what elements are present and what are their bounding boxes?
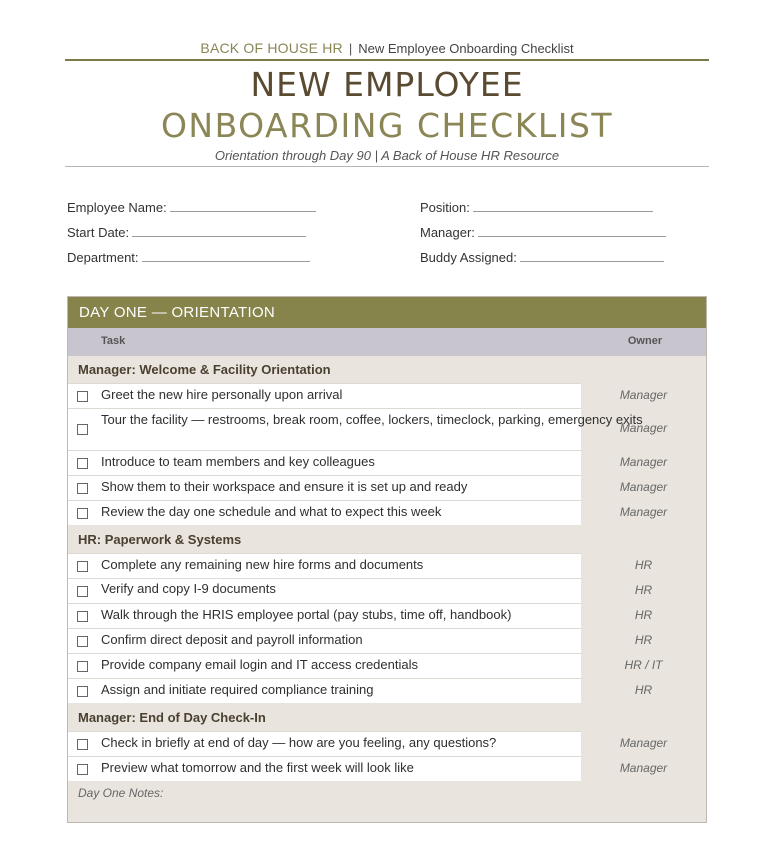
- checklist-row: [68, 731, 706, 756]
- task-text: Complete any remaining new hire forms and documents: [101, 557, 424, 572]
- position-field[interactable]: [420, 199, 653, 215]
- task-text: Introduce to team members and key colleagues: [101, 454, 375, 469]
- owner-column-label: Owner: [627, 335, 663, 347]
- task-text: Show them to their workspace and ensure it is set up and ready: [101, 479, 468, 494]
- column-header: [68, 328, 706, 356]
- task-text: Confirm direct deposit and payroll information: [101, 632, 363, 647]
- checkbox[interactable]: [77, 611, 88, 622]
- task-text: Check in briefly at end of day — how are you feeling, any questions?: [101, 735, 497, 750]
- owner-text: Manager: [619, 421, 668, 435]
- task-text: Assign and initiate required compliance training: [101, 682, 374, 697]
- task-text: Review the day one schedule and what to expect this week: [101, 504, 442, 519]
- task-text: Greet the new hire personally upon arrival: [101, 387, 343, 402]
- checkbox[interactable]: [77, 424, 88, 435]
- document-name: New Employee Onboarding Checklist: [358, 41, 574, 56]
- buddy-field[interactable]: [420, 249, 664, 265]
- checkbox[interactable]: [77, 483, 88, 494]
- checkbox[interactable]: [77, 586, 88, 597]
- checkbox[interactable]: [77, 636, 88, 647]
- department-label: Department:: [67, 250, 139, 265]
- owner-text: Manager: [619, 480, 668, 494]
- owner-text: HR: [634, 583, 653, 597]
- checklist-heading: DAY ONE — ORIENTATION: [68, 297, 706, 328]
- buddy-line[interactable]: [520, 249, 664, 262]
- checkbox[interactable]: [77, 508, 88, 519]
- owner-text: HR: [634, 683, 653, 697]
- checkbox[interactable]: [77, 391, 88, 402]
- task-text: Tour the facility — restrooms, break room, coffee, lockers, timeclock, parking, emergency exits: [101, 412, 643, 427]
- section-title: Manager: Welcome & Facility Orientation: [68, 356, 706, 383]
- day-one-checklist: [67, 296, 707, 823]
- owner-text: HR: [634, 633, 653, 647]
- task-text: Provide company email login and IT access credentials: [101, 657, 418, 672]
- title-line-1: NEW EMPLOYEE: [250, 65, 524, 104]
- checklist-row: [68, 678, 706, 703]
- owner-text: HR: [634, 558, 653, 572]
- subtitle-rule: [65, 166, 709, 167]
- checklist-row: [68, 408, 706, 450]
- start-date-field[interactable]: [67, 224, 306, 240]
- checklist-row: [68, 628, 706, 653]
- start-date-line[interactable]: [132, 224, 306, 237]
- brand-name: BACK OF HOUSE HR: [200, 40, 343, 56]
- title-line-2: ONBOARDING CHECKLIST: [160, 106, 614, 145]
- employee-name-field[interactable]: [67, 199, 316, 215]
- task-text: Walk through the HRIS employee portal (pay stubs, time off, handbook): [101, 607, 512, 622]
- checklist-row: [68, 653, 706, 678]
- buddy-label: Buddy Assigned:: [420, 250, 517, 265]
- position-line[interactable]: [473, 199, 653, 212]
- manager-line[interactable]: [478, 224, 666, 237]
- employee-name-line[interactable]: [170, 199, 316, 212]
- header-line: [65, 40, 709, 56]
- checklist-row: [68, 450, 706, 475]
- employee-name-label: Employee Name:: [67, 200, 167, 215]
- task-column-label: Task: [101, 335, 126, 347]
- checklist-row: [68, 603, 706, 628]
- checkbox[interactable]: [77, 561, 88, 572]
- checklist-row: [68, 578, 706, 603]
- department-line[interactable]: [142, 249, 310, 262]
- checkbox[interactable]: [77, 686, 88, 697]
- checklist-row: [68, 383, 706, 408]
- section-title: HR: Paperwork & Systems: [68, 526, 706, 553]
- section-title: Manager: End of Day Check-In: [68, 704, 706, 731]
- start-date-label: Start Date:: [67, 225, 130, 240]
- department-field[interactable]: [67, 249, 310, 265]
- owner-text: Manager: [619, 505, 668, 519]
- day-one-notes-label: Day One Notes:: [78, 786, 164, 800]
- owner-text: HR / IT: [624, 658, 663, 672]
- owner-text: HR: [634, 608, 653, 622]
- subtitle: Orientation through Day 90 | A Back of House HR Resource: [214, 148, 560, 163]
- manager-field[interactable]: [420, 224, 666, 240]
- task-text: Preview what tomorrow and the first week will look like: [101, 760, 414, 775]
- checklist-row: [68, 500, 706, 525]
- checkbox[interactable]: [77, 458, 88, 469]
- owner-text: Manager: [619, 455, 668, 469]
- checkbox[interactable]: [77, 661, 88, 672]
- checklist-row: [68, 756, 706, 781]
- header-separator: |: [348, 41, 353, 56]
- position-label: Position:: [420, 200, 470, 215]
- checkbox[interactable]: [77, 739, 88, 750]
- manager-label: Manager:: [420, 225, 475, 240]
- owner-text: Manager: [619, 736, 668, 750]
- checklist-row: [68, 553, 706, 578]
- checkbox[interactable]: [77, 764, 88, 775]
- task-text: Verify and copy I-9 documents: [101, 581, 276, 596]
- header-rule: [65, 59, 709, 61]
- owner-text: Manager: [619, 388, 668, 402]
- owner-text: Manager: [619, 761, 668, 775]
- checklist-row: [68, 475, 706, 500]
